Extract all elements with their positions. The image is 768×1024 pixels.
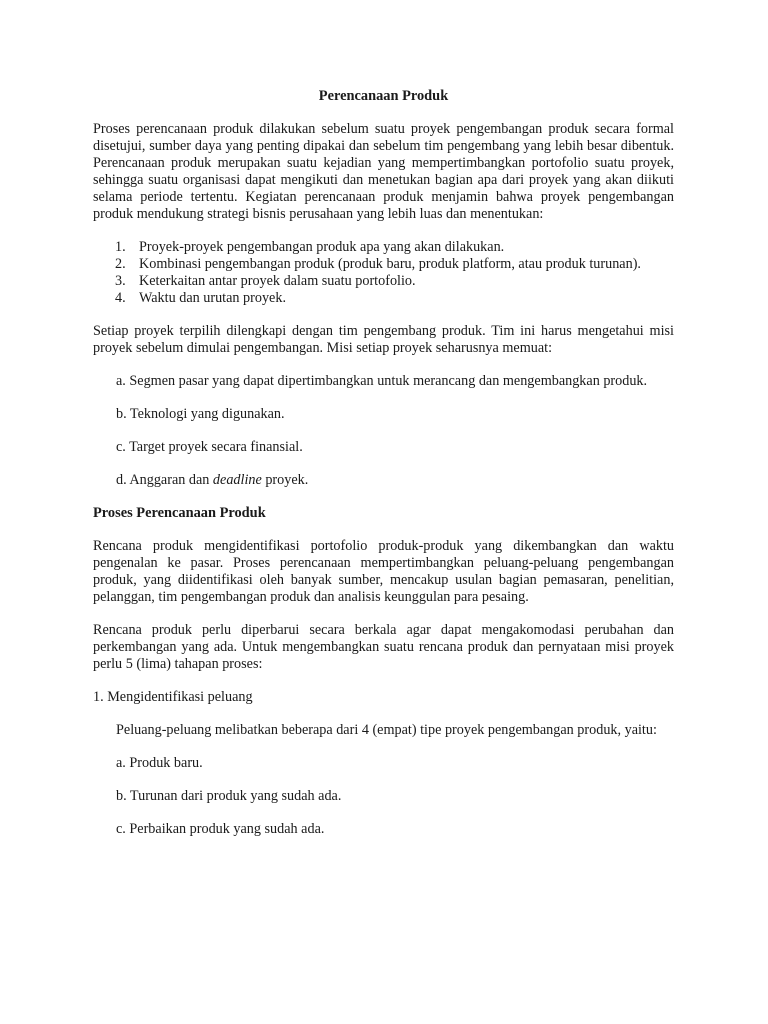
list-number: 1.: [115, 239, 126, 255]
list-text: Keterkaitan antar proyek dalam suatu portofolio.: [139, 273, 416, 289]
list-item: [93, 273, 674, 290]
list-text: Kombinasi pengembangan produk (produk baru, produk platform, atau produk turunan).: [139, 256, 641, 272]
document-title: Perencanaan Produk: [318, 88, 449, 104]
list-item: [93, 239, 674, 256]
mission-intro-paragraph: Setiap proyek terpilih dilengkapi dengan tim pengembang produk. Tim ini harus mengetahui misi proyek sebelum dimulai pengembangan. Misi setiap proyek seharusnya memuat:: [93, 323, 674, 356]
mission-item-d-emphasis: deadline: [212, 472, 262, 488]
mission-item-d: [93, 472, 674, 489]
list-item: [93, 256, 674, 273]
mission-item-d-prefix: d. Anggaran dan: [116, 472, 213, 488]
project-type-item: c. Perbaikan produk yang sudah ada.: [116, 821, 325, 837]
mission-item-a: a. Segmen pasar yang dapat dipertimbangkan untuk merancang dan mengembangkan produk.: [116, 373, 648, 389]
mission-item-b: b. Teknologi yang digunakan.: [116, 406, 285, 422]
list-item: [93, 290, 674, 307]
intro-paragraph: Proses perencanaan produk dilakukan sebelum suatu proyek pengembangan produk secara formal disetujui, sumber daya yang penting dipakai dan sebelum tim pengembang yang lebih besar dibentuk. Perencanaan produk merupakan suatu kejadian yang mempertimbangkan portofolio suatu proyek, sehingga suatu organisasi dapat mengikuti dan menetukan bagian apa dari proyek yang akan diikuti selama periode tertentu. Kegiatan perencanaan produk menjamin bahwa proyek pengembangan produk mendukung strategi bisnis perusahaan yang lebih luas dan menentukan:: [93, 121, 674, 222]
list-number: 2.: [115, 256, 126, 272]
section-heading: Proses Perencanaan Produk: [93, 505, 266, 521]
project-type-item: a. Produk baru.: [116, 755, 203, 771]
list-number: 4.: [115, 290, 126, 306]
step-1-heading: 1. Mengidentifikasi peluang: [93, 689, 253, 705]
numbered-list: [93, 239, 674, 307]
step-1-paragraph: Peluang-peluang melibatkan beberapa dari 4 (empat) tipe proyek pengembangan produk, yaitu:: [116, 722, 657, 738]
plan-update-paragraph: Rencana produk perlu diperbarui secara berkala agar dapat mengakomodasi perubahan dan perkembangan yang ada. Untuk mengembangkan suatu rencana produk dan pernyataan misi proyek perlu 5 (lima) tahapan proses:: [93, 622, 674, 672]
mission-item-c: c. Target proyek secara finansial.: [116, 439, 303, 455]
list-number: 3.: [115, 273, 126, 289]
product-plan-paragraph: Rencana produk mengidentifikasi portofolio produk-produk yang dikembangkan dan waktu pengenalan ke pasar. Proses perencanaan mempertimbangkan peluang-peluang pengembangan produk, yang diidentifikasi oleh banyak sumber, mencakup usulan bagian pemasaran, penelitian, pelanggan, tim pengembangan produk dan analisis keunggulan para pesaing.: [93, 538, 674, 605]
document-page: [93, 88, 674, 854]
list-text: Waktu dan urutan proyek.: [139, 290, 286, 306]
project-type-item: b. Turunan dari produk yang sudah ada.: [116, 788, 342, 804]
mission-item-d-suffix: proyek.: [261, 472, 309, 488]
list-text: Proyek-proyek pengembangan produk apa yang akan dilakukan.: [139, 239, 505, 255]
